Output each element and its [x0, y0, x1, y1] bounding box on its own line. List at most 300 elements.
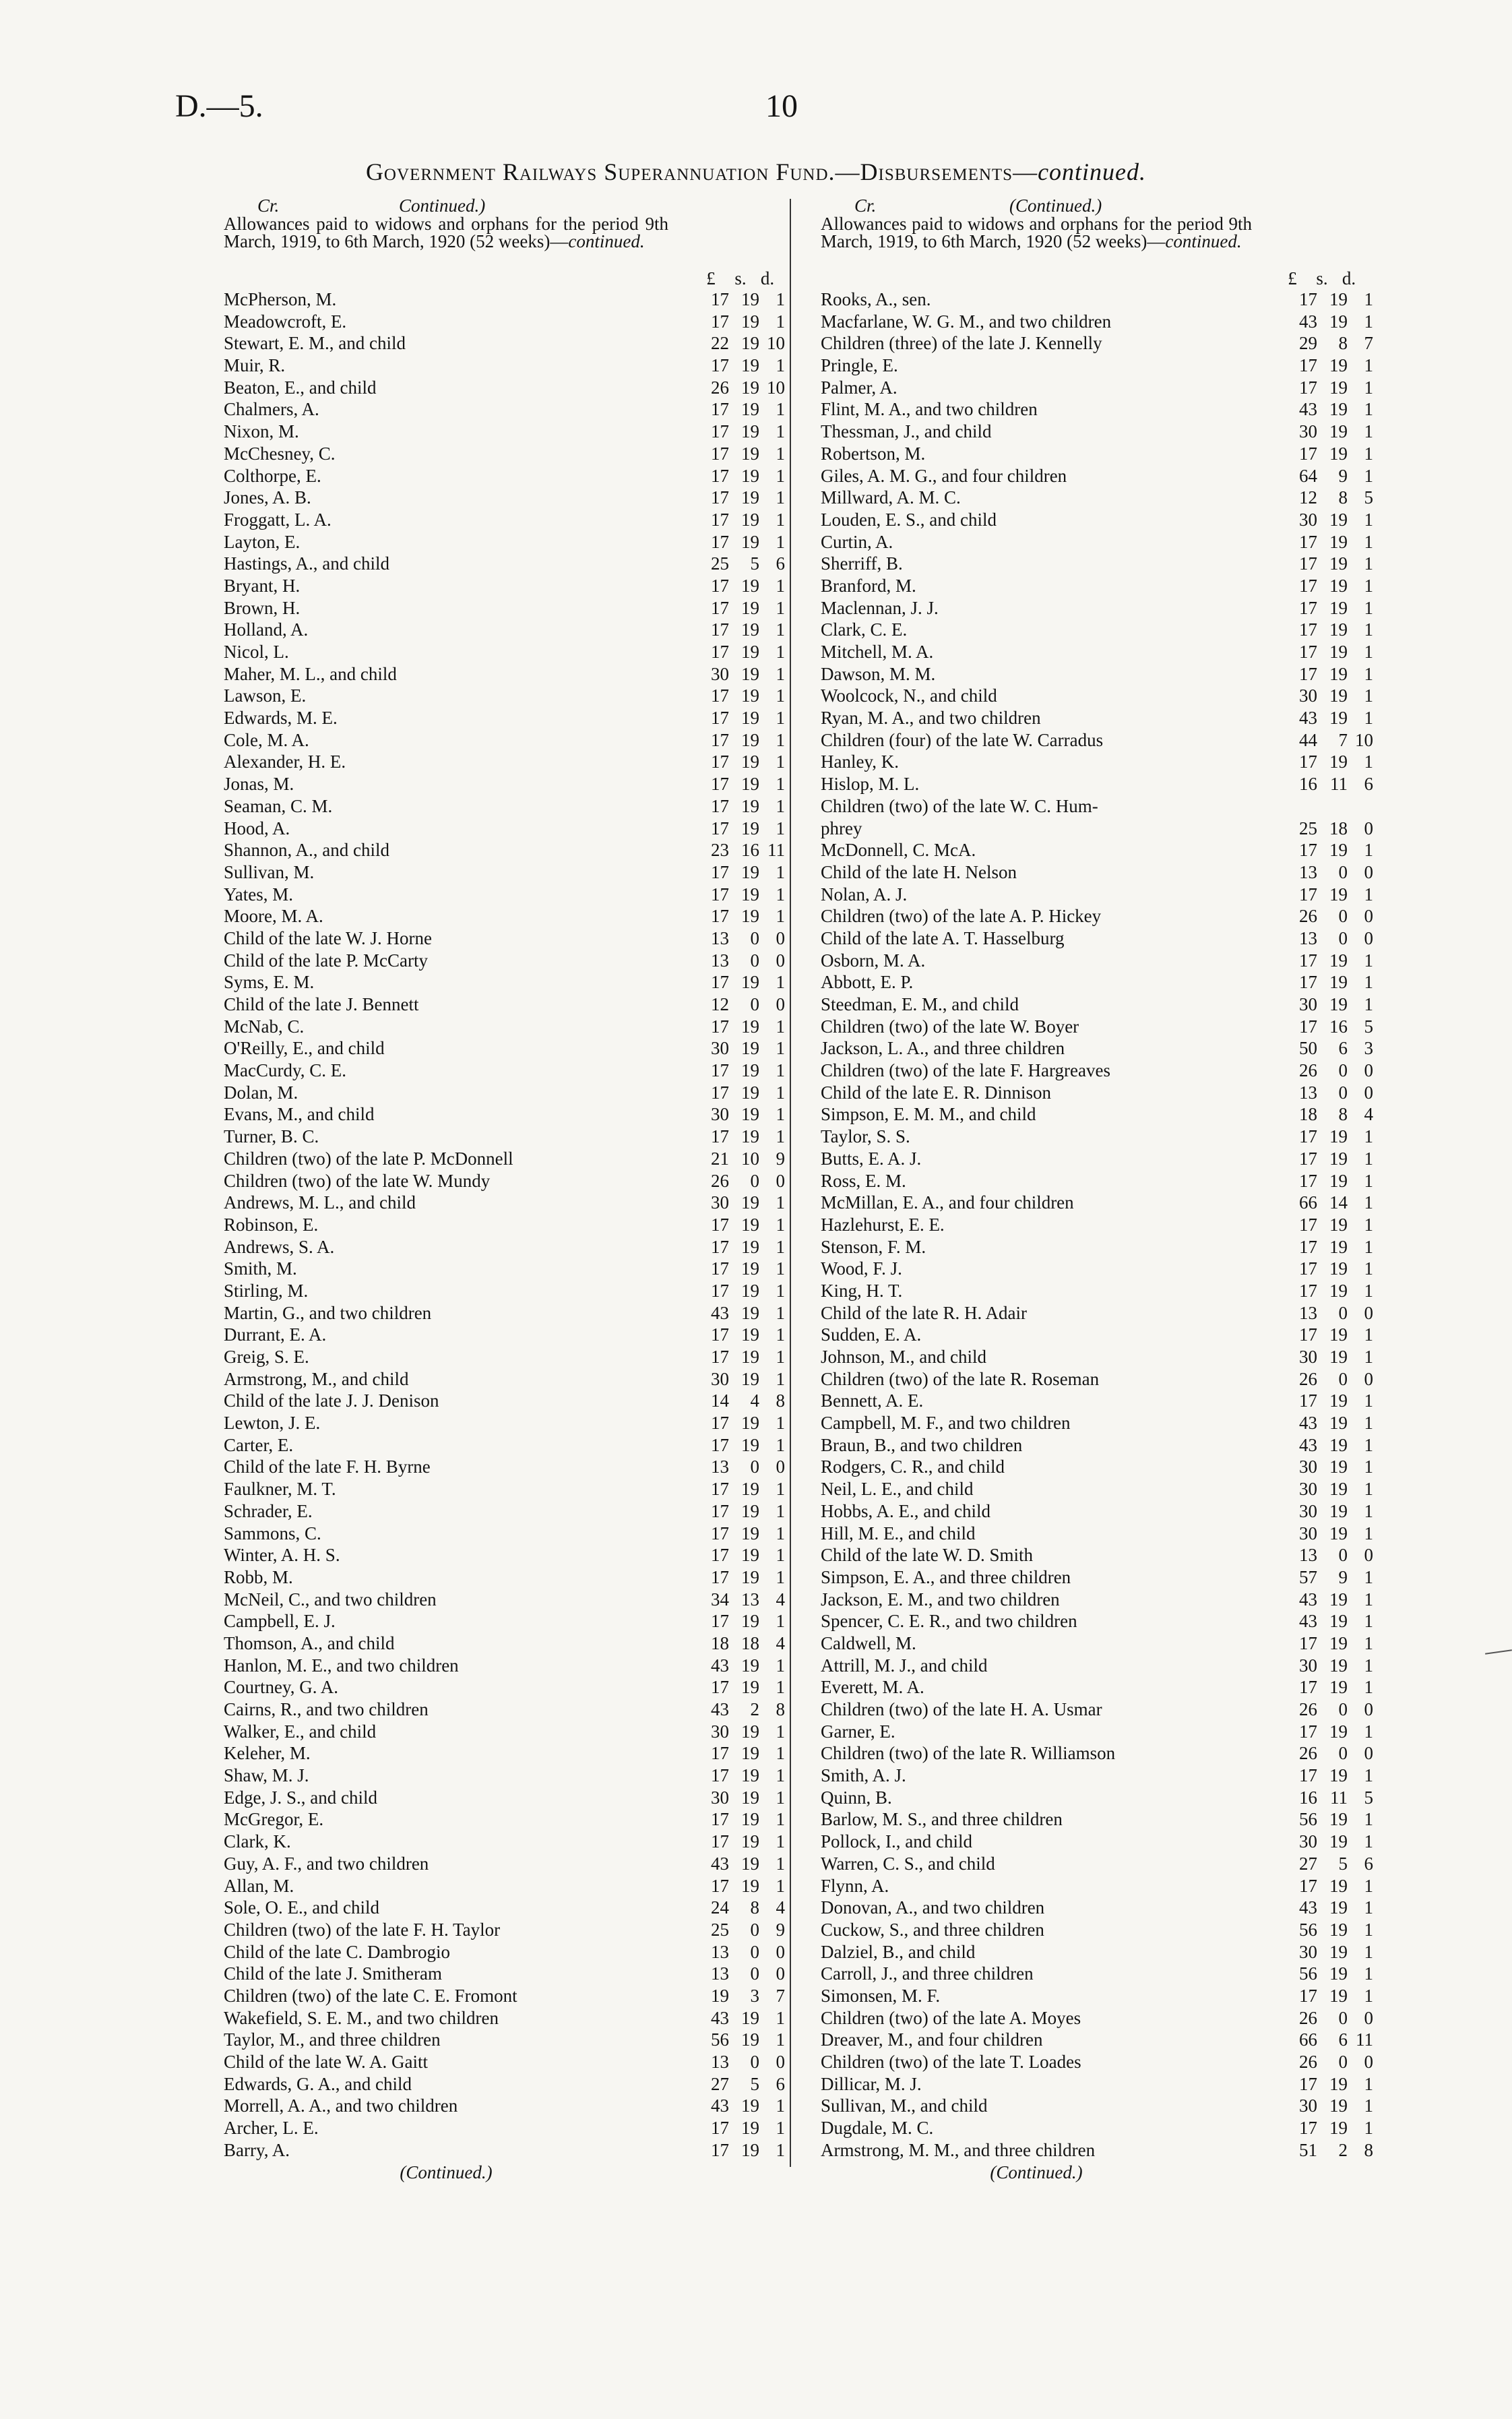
amount-pounds: 43 — [1299, 1413, 1317, 1434]
entry-amount — [695, 950, 785, 972]
entry-name: Hobbs, A. E., and child — [821, 1500, 990, 1521]
entry-row — [224, 311, 792, 333]
amount-shillings: 8 — [1338, 1104, 1348, 1125]
amount-pence: 1 — [776, 1236, 785, 1257]
leader-dots — [1218, 1170, 1284, 1192]
entry-row — [821, 2029, 1373, 2051]
amount-pounds: 17 — [1299, 950, 1317, 971]
entry-name: Alexander, H. E. — [224, 752, 346, 772]
amount-pounds: 17 — [711, 1016, 729, 1037]
entry-row — [224, 2073, 792, 2095]
leader-dots — [1218, 1963, 1284, 1985]
entry-row — [224, 1346, 792, 1368]
amount-pence: 8 — [776, 1390, 785, 1411]
leader-dots — [1218, 1875, 1284, 1897]
amount-shillings: 19 — [741, 774, 759, 795]
amount-pence: 1 — [1364, 1655, 1373, 1676]
entry-row — [224, 2095, 792, 2117]
leader-dots — [1218, 1434, 1284, 1457]
entry-amount — [1284, 2051, 1373, 2073]
amount-pounds: 30 — [1299, 1523, 1317, 1543]
leader-dots — [1218, 1808, 1284, 1831]
amount-pence: 1 — [1364, 1500, 1373, 1521]
entry-amount — [1284, 575, 1373, 597]
entry-amount — [1284, 1258, 1373, 1280]
amount-shillings: 19 — [741, 1368, 759, 1389]
amount-pence: 1 — [776, 774, 785, 795]
entry-row — [224, 1566, 792, 1589]
cr-label: Cr. — [854, 195, 877, 216]
entry-name: Campbell, E. J. — [224, 1611, 336, 1632]
entry-row — [821, 2051, 1373, 2073]
amount-pounds: 17 — [711, 1280, 729, 1301]
amount-shillings: 19 — [741, 1566, 759, 1587]
leader-dots — [1218, 597, 1284, 619]
amount-pounds: 17 — [1299, 355, 1317, 376]
leader-dots — [1218, 1500, 1284, 1523]
entry-row — [821, 2007, 1373, 2029]
amount-pounds: 17 — [711, 1060, 729, 1081]
entry-amount — [695, 1324, 785, 1346]
entry-name: Beaton, E., and child — [224, 377, 377, 398]
entry-amount — [1284, 1875, 1373, 1897]
leader-dots — [628, 398, 695, 421]
amount-pounds: 57 — [1299, 1566, 1317, 1587]
entry-row — [821, 1742, 1373, 1765]
amount-pounds: 17 — [1299, 1258, 1317, 1279]
entry-amount — [1284, 1500, 1373, 1523]
amount-pounds: 43 — [1299, 1434, 1317, 1455]
amount-shillings: 19 — [1329, 1765, 1348, 1786]
amount-pence: 1 — [776, 443, 785, 464]
amount-pounds: 17 — [711, 531, 729, 552]
leader-dots — [628, 575, 695, 597]
leader-dots — [628, 1302, 695, 1324]
leader-dots — [1218, 1676, 1284, 1698]
amount-pence: 1 — [1364, 685, 1373, 706]
amount-pounds: 21 — [711, 1148, 729, 1169]
entry-row — [224, 663, 792, 685]
amount-shillings: 0 — [750, 1941, 759, 1962]
amount-pounds: 17 — [1299, 1280, 1317, 1301]
entry-row — [821, 1412, 1373, 1434]
entry-amount — [695, 377, 785, 399]
entry-name: Holland, A. — [224, 619, 309, 640]
amount-pence: 1 — [1364, 1258, 1373, 1279]
entry-name: Nixon, M. — [224, 421, 299, 442]
entry-name: Caldwell, M. — [821, 1632, 916, 1653]
entry-row — [821, 1170, 1373, 1192]
amount-pounds: 13 — [1299, 927, 1317, 948]
leader-dots — [1218, 553, 1284, 575]
page-title — [0, 158, 1512, 186]
amount-pence: 1 — [776, 752, 785, 772]
leader-dots — [628, 2051, 695, 2073]
amount-pounds: 17 — [711, 1236, 729, 1257]
amount-pounds: 17 — [1299, 597, 1317, 618]
amount-pounds: 17 — [711, 597, 729, 618]
entry-name: Children (two) of the late A. Moyes — [821, 2007, 1081, 2028]
amount-shillings: 16 — [741, 840, 759, 861]
entry-name: Froggatt, L. A. — [224, 509, 332, 530]
entry-name: Children (two) of the late P. McDonnell — [224, 1148, 513, 1169]
entry-amount — [695, 332, 785, 355]
amount-shillings: 19 — [1329, 1236, 1348, 1257]
amount-pence: 5 — [1364, 487, 1373, 508]
entry-name: Clark, C. E. — [821, 619, 908, 640]
entry-row — [821, 861, 1373, 884]
entry-amount — [1284, 597, 1373, 619]
amount-shillings: 0 — [750, 927, 759, 948]
page-title-main: Government Railways Superannuation Fund.—Disbursements— — [365, 158, 1038, 185]
leader-dots — [1218, 1698, 1284, 1721]
amount-shillings: 19 — [1329, 708, 1348, 729]
entry-row — [821, 1324, 1373, 1346]
amount-shillings: 19 — [741, 1831, 759, 1852]
entry-name: Simonsen, M. F. — [821, 1985, 941, 2006]
amount-pence: 1 — [776, 1280, 785, 1301]
amount-pence: 1 — [1364, 619, 1373, 640]
entry-amount — [1284, 355, 1373, 377]
entry-row — [224, 1390, 792, 1412]
leader-dots — [1218, 2007, 1284, 2029]
amount-shillings: 19 — [741, 2029, 759, 2050]
leader-dots — [1218, 443, 1284, 465]
leader-dots — [1218, 487, 1284, 509]
entry-row — [821, 443, 1373, 465]
entry-name: Osborn, M. A. — [821, 950, 926, 971]
amount-pence: 1 — [776, 1214, 785, 1235]
amount-shillings: 19 — [1329, 2095, 1348, 2116]
amount-pence: 1 — [776, 1258, 785, 1279]
amount-pence: 1 — [776, 1368, 785, 1389]
amount-pence: 1 — [1364, 1721, 1373, 1742]
leader-dots — [1218, 1721, 1284, 1743]
amount-shillings: 5 — [750, 553, 759, 574]
amount-pounds: 30 — [711, 1038, 729, 1059]
amount-pence: 1 — [776, 1523, 785, 1543]
leader-dots — [628, 818, 695, 840]
entry-row — [224, 1148, 792, 1170]
amount-pence: 1 — [1364, 1765, 1373, 1786]
entry-name: Jones, A. B. — [224, 487, 311, 508]
amount-pounds: 66 — [1299, 2029, 1317, 2050]
amount-shillings: 19 — [741, 597, 759, 618]
entry-row — [821, 1037, 1373, 1060]
leader-dots — [1218, 1236, 1284, 1258]
entry-name: Children (two) of the late R. Williamson — [821, 1743, 1116, 1764]
amount-pence: 10 — [767, 377, 785, 398]
entry-row — [224, 487, 792, 509]
amount-pence: 1 — [1364, 708, 1373, 729]
amount-pounds: 27 — [1299, 1853, 1317, 1874]
amount-pounds: 17 — [711, 1523, 729, 1543]
leader-dots — [628, 1941, 695, 1963]
amount-shillings: 8 — [1338, 487, 1348, 508]
entry-row — [821, 553, 1373, 575]
amount-pence: 1 — [1364, 531, 1373, 552]
entry-row — [821, 1060, 1373, 1082]
amount-shillings: 0 — [1338, 1368, 1348, 1389]
amount-pounds: 17 — [1299, 1236, 1317, 1257]
leader-dots — [1218, 1060, 1284, 1082]
amount-shillings: 19 — [741, 1280, 759, 1301]
amount-shillings: 9 — [1338, 1566, 1348, 1587]
leader-dots — [1218, 1037, 1284, 1060]
entry-amount — [695, 465, 785, 487]
entry-amount — [1284, 1170, 1373, 1192]
leader-dots — [1218, 2095, 1284, 2117]
amount-pence: 0 — [776, 1941, 785, 1962]
entry-amount — [695, 1103, 785, 1126]
amount-shillings: 19 — [741, 333, 759, 354]
entry-amount — [1284, 861, 1373, 884]
entry-row — [821, 288, 1373, 311]
entry-name: Robertson, M. — [821, 443, 926, 464]
amount-pence: 1 — [776, 708, 785, 729]
entry-row — [224, 818, 792, 840]
amount-shillings: 19 — [741, 1765, 759, 1786]
amount-shillings: 19 — [741, 1060, 759, 1081]
amount-pence: 1 — [1364, 752, 1373, 772]
entry-amount — [695, 663, 785, 685]
entry-name: Turner, B. C. — [224, 1126, 319, 1147]
amount-shillings: 0 — [1338, 1545, 1348, 1566]
entry-row — [224, 1985, 792, 2007]
leader-dots — [1218, 2029, 1284, 2051]
amount-pounds: 17 — [711, 1875, 729, 1896]
leader-dots — [628, 619, 695, 641]
amount-pence: 11 — [767, 840, 785, 861]
amount-pounds: 17 — [711, 1434, 729, 1455]
entry-name: Keleher, M. — [224, 1743, 311, 1764]
amount-pence: 1 — [1364, 399, 1373, 420]
entry-name: Dawson, M. M. — [821, 663, 936, 684]
amount-pence: 1 — [1364, 311, 1373, 332]
entry-row — [821, 795, 1373, 818]
entry-name: Children (two) of the late H. A. Usmar — [821, 1699, 1102, 1719]
entry-amount — [695, 575, 785, 597]
entry-row — [224, 2029, 792, 2051]
amount-pence: 4 — [776, 1632, 785, 1653]
leader-dots — [1218, 927, 1284, 950]
entry-amount — [1284, 1721, 1373, 1743]
entry-amount — [1284, 1610, 1373, 1632]
leader-dots — [628, 1897, 695, 1919]
entry-row — [224, 1523, 792, 1545]
entry-name: Taylor, S. S. — [821, 1126, 910, 1147]
leader-dots — [628, 1103, 695, 1126]
entry-row — [821, 619, 1373, 641]
amount-shillings: 19 — [741, 421, 759, 442]
entry-name: Child of the late H. Nelson — [821, 861, 1017, 882]
entry-name: Jackson, L. A., and three children — [821, 1038, 1065, 1059]
entry-amount — [695, 861, 785, 884]
leader-dots — [628, 1655, 695, 1677]
entry-row — [224, 355, 792, 377]
entry-row — [821, 2095, 1373, 2117]
amount-pence: 1 — [1364, 355, 1373, 376]
amount-shillings: 19 — [1329, 1390, 1348, 1411]
leader-dots — [628, 597, 695, 619]
leader-dots — [1218, 398, 1284, 421]
amount-pence: 1 — [776, 619, 785, 640]
amount-pounds: 30 — [1299, 994, 1317, 1014]
amount-shillings: 19 — [741, 642, 759, 662]
amount-pence: 6 — [1364, 1853, 1373, 1874]
leader-dots — [1218, 1302, 1284, 1324]
entry-name: Andrews, S. A. — [224, 1236, 335, 1257]
amount-shillings: 19 — [741, 443, 759, 464]
entry-name: Walker, E., and child — [224, 1721, 377, 1742]
amount-pounds: 13 — [1299, 1082, 1317, 1103]
amount-shillings: 19 — [1329, 619, 1348, 640]
leader-dots — [628, 1170, 695, 1192]
section-description — [224, 215, 668, 250]
entry-amount — [695, 1170, 785, 1192]
entry-name: Lewton, J. E. — [224, 1413, 321, 1434]
amount-pounds: 29 — [1299, 333, 1317, 354]
amount-pounds: 13 — [711, 950, 729, 971]
amount-pence: 1 — [776, 729, 785, 750]
entry-name: Child of the late C. Dambrogio — [224, 1941, 450, 1962]
entry-row — [224, 509, 792, 531]
amount-shillings: 5 — [750, 2073, 759, 2094]
entry-amount — [695, 1214, 785, 1236]
entry-name: Bryant, H. — [224, 575, 301, 596]
leader-dots — [628, 465, 695, 487]
amount-pounds: 17 — [711, 774, 729, 795]
amount-shillings: 11 — [1330, 774, 1348, 795]
entry-row — [821, 1192, 1373, 1214]
leader-dots — [628, 950, 695, 972]
amount-pence: 1 — [1364, 642, 1373, 662]
leader-dots — [1218, 1941, 1284, 1963]
entry-row — [821, 421, 1373, 443]
amount-pounds: 23 — [711, 840, 729, 861]
entry-amount — [1284, 487, 1373, 509]
entry-row — [821, 1478, 1373, 1500]
leader-dots — [1218, 1016, 1284, 1038]
entry-name: Child of the late J. Bennett — [224, 994, 419, 1014]
amount-pounds: 43 — [711, 1853, 729, 1874]
entry-name: Hill, M. E., and child — [821, 1523, 976, 1543]
leader-dots — [628, 1765, 695, 1787]
entry-row — [224, 1742, 792, 1765]
amount-pence: 1 — [1364, 465, 1373, 486]
amount-pounds: 30 — [1299, 1831, 1317, 1852]
entry-name: Schrader, E. — [224, 1500, 313, 1521]
amount-shillings: 19 — [1329, 1413, 1348, 1434]
entry-name: Attrill, M. J., and child — [821, 1655, 988, 1676]
amount-shillings: 0 — [1338, 1743, 1348, 1764]
amount-pounds: 17 — [1299, 443, 1317, 464]
amount-shillings: 19 — [1329, 994, 1348, 1014]
amount-shillings: 6 — [1338, 2029, 1348, 2050]
entry-row — [224, 1368, 792, 1390]
entry-row — [821, 2117, 1373, 2139]
leader-dots — [1218, 421, 1284, 443]
continued-footer: (Continued.) — [400, 2162, 493, 2183]
amount-shillings: 19 — [741, 1677, 759, 1698]
entry-name: Curtin, A. — [821, 531, 893, 552]
entry-row — [224, 905, 792, 927]
leader-dots — [1218, 1214, 1284, 1236]
amount-pence: 10 — [1355, 729, 1373, 750]
amount-pounds: 17 — [711, 289, 729, 309]
entry-row — [224, 1808, 792, 1831]
entry-name: Dugdale, M. C. — [821, 2118, 934, 2139]
entry-amount — [695, 795, 785, 818]
entry-amount — [1284, 2073, 1373, 2095]
entry-amount — [695, 1721, 785, 1743]
amount-pounds: 44 — [1299, 729, 1317, 750]
leader-dots — [1218, 1456, 1284, 1478]
entry-name: Child of the late A. T. Hasselburg — [821, 927, 1065, 948]
amount-pounds: 30 — [711, 1368, 729, 1389]
amount-pence: 1 — [776, 663, 785, 684]
amount-pounds: 30 — [1299, 421, 1317, 442]
amount-pounds: 17 — [711, 355, 729, 376]
leader-dots — [1218, 773, 1284, 795]
amount-pence: 1 — [776, 2029, 785, 2050]
amount-pounds — [1284, 795, 1317, 818]
entry-row — [224, 443, 792, 465]
amount-pence: 1 — [1364, 994, 1373, 1014]
leader-dots — [1218, 861, 1284, 884]
entry-name: Robb, M. — [224, 1566, 293, 1587]
entry-amount — [695, 2139, 785, 2162]
amount-pounds: 27 — [711, 2073, 729, 2094]
amount-pounds: 17 — [1299, 553, 1317, 574]
leader-dots — [628, 1589, 695, 1611]
amount-pence: 1 — [1364, 1985, 1373, 2006]
entry-amount — [695, 1456, 785, 1478]
amount-shillings: 0 — [1338, 906, 1348, 927]
entry-name: Child of the late J. J. Denison — [224, 1390, 439, 1411]
entry-amount — [695, 1390, 785, 1412]
entry-row — [224, 1698, 792, 1721]
entry-name: Children (two) of the late R. Roseman — [821, 1368, 1100, 1389]
leader-dots — [1218, 1566, 1284, 1589]
leader-dots — [628, 1875, 695, 1897]
amount-pounds: 17 — [711, 795, 729, 816]
entry-amount — [695, 1082, 785, 1104]
entry-row — [821, 1500, 1373, 1523]
amount-pounds: 30 — [1299, 1500, 1317, 1521]
entry-row — [224, 1324, 792, 1346]
amount-pence: 0 — [1364, 2052, 1373, 2072]
amount-pence: 1 — [776, 818, 785, 838]
amount-pounds: 30 — [1299, 1457, 1317, 1477]
entry-name: Stenson, F. M. — [821, 1236, 926, 1257]
entry-row — [821, 1610, 1373, 1632]
amount-pounds: 17 — [1299, 1390, 1317, 1411]
amount-pence: 1 — [1364, 443, 1373, 464]
entry-amount — [1284, 993, 1373, 1016]
entry-amount — [695, 1016, 785, 1038]
entry-name: Meadowcroft, E. — [224, 311, 347, 332]
entry-row — [224, 950, 792, 972]
leader-dots — [628, 1016, 695, 1038]
entry-amount — [695, 1236, 785, 1258]
entry-amount — [1284, 377, 1373, 399]
entry-row — [224, 1037, 792, 1060]
entry-row — [821, 1853, 1373, 1875]
entry-amount — [1284, 1632, 1373, 1655]
entry-row — [821, 685, 1373, 707]
entry-name: McNab, C. — [224, 1016, 305, 1037]
